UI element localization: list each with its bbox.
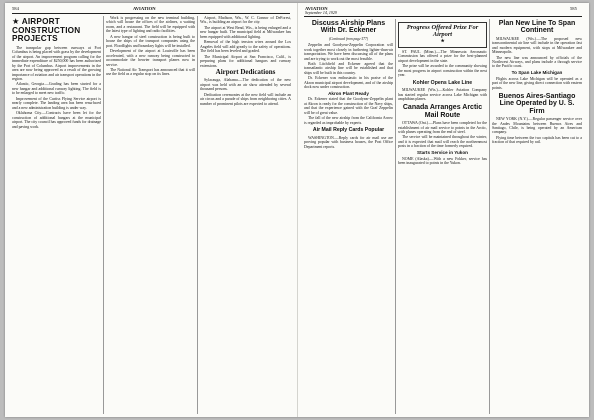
star-icon: ★ xyxy=(440,38,445,44)
issue-date: September 14, 1929 xyxy=(305,10,337,16)
right-running-title: AVIATION xyxy=(305,6,328,11)
left-head-rule xyxy=(12,13,290,14)
left-column-3 xyxy=(200,16,291,415)
paragraph: Airport, Madison, Wis., W. C. Connor of DeForest, Wis., is building an airport for the city. xyxy=(200,16,291,25)
paragraph: The service will be maintained throughout the winter, and it is expected that mail will reach the northernmost posts in a fraction of the time formerly required. xyxy=(398,135,487,149)
right-page-number: 585 xyxy=(570,6,577,11)
left-column-2 xyxy=(106,16,195,415)
progress-prize-box xyxy=(398,22,487,48)
paragraph: The Municipal Airport at San Francisco, Calif., is preparing plans for additional hangars and runway extensions. xyxy=(200,54,291,68)
paragraph: Sylacauga, Alabama.—The dedication of the new airport was held with an air show attended by several thousand persons. xyxy=(200,78,291,92)
new-line-headline: Plan New Line To Span Continent xyxy=(498,20,576,35)
kohler-headline: Kohler Opens Lake Line xyxy=(412,79,473,86)
paragraph: Development of the airport at Louisville has been accelerated, with a new runway being constructed to accommodate the heavier transport planes now in service. xyxy=(106,49,195,67)
paragraph: Dr. Eckener stated that the Goodyear-Zeppelin plant at Akron is ready for the construction of the Navy ships, and that the experience gained with the Graf Zeppelin will be of great value. xyxy=(304,97,393,115)
buenos-aires-headline: Buenos Aires-Santiago Line Operated by U. S. Firm xyxy=(498,93,576,115)
yukon-subhead: Starts Service in Yukon xyxy=(417,149,468,155)
left-column-1 xyxy=(12,16,101,415)
paragraph: Atlantic, Georgia.—Grading has been started for a new hangar and additional runway lighting. The field is to be enlarged to meet new traffic. xyxy=(12,82,101,96)
continued-note: (Continued from page 577) xyxy=(328,36,369,41)
paragraph: Both Litchfield and Eckener agreed that the transatlantic airship line will be established and that ships will be built in this country. xyxy=(304,61,393,75)
paragraph: The new line was announced by officials of the Northwest Airways, and plans include a through service to the Pacific coast. xyxy=(492,55,582,69)
paragraph: MILWAUKEE (Wis.).—Kohler Aviation Company has started regular service across Lake Michigan with amphibian planes. xyxy=(398,88,487,101)
paragraph: Dedication ceremonies at the new field will include an air circus and a parade of ships from neighboring cities. A number of prominent pilots are expected to attend. xyxy=(200,92,291,106)
paragraph: Flights across Lake Michigan will be operated as a part of the new line, giving direct connection with eastern points. xyxy=(492,76,582,90)
column-divider xyxy=(395,19,396,414)
column-divider xyxy=(197,16,198,414)
paragraph: The airport at West Bend, Wis., is being enlarged and a new hangar built. The municipal field at Milwaukee has been equipped with additional lighting. xyxy=(200,25,291,39)
progress-prize-headline: Progress Offered Prize For Airport xyxy=(406,24,479,38)
airport-dedications-subhead: Airport Dedications xyxy=(215,67,276,76)
column-divider xyxy=(103,16,104,414)
paragraph: NOME (Alaska).—With a new Fokker, service has been inaugurated to points in the Yukon. xyxy=(398,156,487,166)
paragraph: Improvement of the Curtiss Flying Service airport is nearly complete. The landing area has been resurfaced and a new administration building is under way. xyxy=(12,96,101,110)
right-head-rule xyxy=(304,16,582,17)
airport-construction-headline: ★ AIRPORT CONSTRUCTION PROJECTS xyxy=(12,16,81,44)
paragraph: ST. PAUL (Minn.).—The Minnesota Aeronautic Commission has offered a prize for the best-planned airport development in the state. xyxy=(398,49,487,63)
air-mail-headline: Air Mail Reply Cards Popular xyxy=(312,127,385,134)
paragraph: The fall of the new airship from the California Arrow is regarded as improbable by experts. xyxy=(304,116,393,125)
page-gutter xyxy=(297,3,298,417)
paragraph: MILWAUKEE (Wis.).—The proposed new transcontinental air line will include in the operation fast and modern equipment, with stops at Milwaukee and Minneapolis. xyxy=(492,36,582,55)
canada-arctic-headline: Canada Arranges Arctic Mail Route xyxy=(402,104,483,119)
right-column-2 xyxy=(398,19,487,415)
right-running-head xyxy=(305,6,337,16)
paragraph: Flying time between the two capitals has been cut to a fraction of that required by rail. xyxy=(492,135,582,145)
magazine-spread xyxy=(5,3,589,417)
column-divider xyxy=(489,19,490,414)
airship-plans-headline: Discuss Airship Plans With Dr. Eckener xyxy=(311,20,386,35)
left-running-head: AVIATION xyxy=(133,6,156,11)
paragraph: Zeppelin and Goodyear-Zeppelin Corporation will work together most closely in furthering lighter-than-air transportation. We have been discussing all of the plans and are trying to work out the most feasible. xyxy=(304,43,393,61)
right-column-1 xyxy=(304,19,393,415)
paragraph: The transpolar gap between runways at Fort Columbus is being placed with grass by the development of the airport. An improvement program calling for the immediate expenditure of $250,000 has been authorized by the Port of Columbus. Airport improvements in the area are now being approved as a result of the growing importance of aviation and air transport operations in the region. xyxy=(12,45,101,81)
lake-michigan-subhead: To Span Lake Michigan xyxy=(511,69,563,75)
left-page-number: 584 xyxy=(12,6,19,11)
paragraph: The National Air Transport has announced that it will use the field as a regular stop on its lines. xyxy=(106,67,195,77)
paragraph: OTTAWA (Ont.).—Plans have been completed for the establishment of air mail service to points in the Arctic, with planes operating from the end of steel. xyxy=(398,121,487,135)
paragraph: WASHINGTON.—Reply cards for air mail use are proving popular with business houses, the Post Office Department reports. xyxy=(304,135,393,149)
right-column-3 xyxy=(492,19,582,415)
paragraph: The prize will be awarded to the community showing the most progress in airport construction within the next year. xyxy=(398,64,487,78)
akron-plant-subhead: Akron Plant Ready xyxy=(328,90,369,96)
paragraph: Oklahoma City.—Contracts have been let for the construction of additional hangars at the municipal airport. The city council has approved funds for drainage and paving work. xyxy=(12,111,101,129)
paragraph: Dr. Eckener was enthusiastic in his praise of the Akron municipal airport development, and of the airship dock now under construction. xyxy=(304,76,393,90)
star-icon: ★ xyxy=(12,16,20,26)
paragraph: Work is progressing on the new terminal building, which will house the offices of the airlines, a waiting room, and a restaurant. The field will be equipped with the latest type of lighting and radio facilities. xyxy=(106,16,195,34)
paragraph: A new hangar of steel construction is being built to house the ships of the transport companies using the port. Floodlights and boundary lights will be installed. xyxy=(106,34,195,48)
paragraph: NEW YORK (N.Y.).—Regular passenger service over the Andes Mountains between Buenos Aires and Santiago, Chile, is being operated by an American company. xyxy=(492,117,582,135)
paragraph: Removal of the high tension wires around the Los Angeles field will add greatly to the safety of operations. The field has been leveled and graded. xyxy=(200,40,291,54)
